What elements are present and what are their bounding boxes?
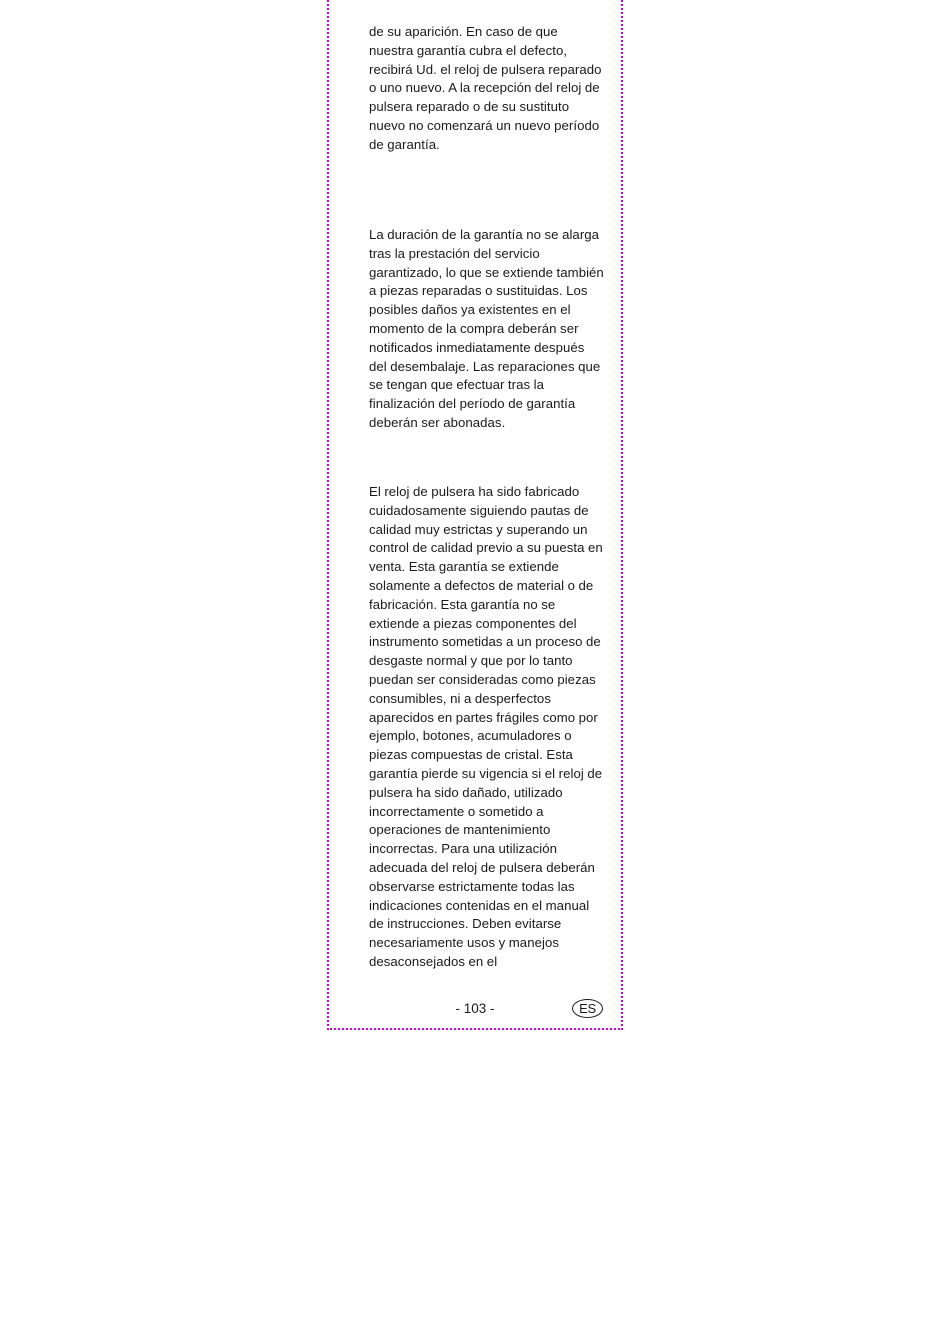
language-badge: ES — [572, 999, 603, 1018]
body-paragraph-1: de su aparición. En caso de que nuestra garantía cubra el defecto, recibirá Ud. el reloj de pulsera reparado o uno nuevo. A la recepción del reloj de pulsera reparado o de su sustituto nuevo no comenzará un nuevo período de garantía. — [369, 24, 602, 152]
body-paragraph-2: La duración de la garantía no se alarga tras la prestación del servicio garantizado, lo que se extiende también a piezas reparadas o sustituidas. Los posibles daños ya existentes en el momento de la compra deberán ser notificados inmediatamente después del desembalaje. Las reparaciones que se tengan que efectuar tras la finalización del período de garantía deberán ser abonadas. — [369, 227, 604, 430]
page-number: - 103 - — [455, 1001, 495, 1016]
body-paragraph-3: El reloj de pulsera ha sido fabricado cuidadosamente siguiendo pautas de calidad muy estrictas y superando un control de calidad previo a su puesta en venta. Esta garantía se extiende solamente a defectos de material o de fabricación. Esta garantía no se extiende a piezas componentes del instrumento sometidas a un proceso de desgaste normal y que por lo tanto puedan ser consideradas como piezas consumibles, ni a desperfectos aparecidos en partes frágiles como por ejemplo, botones, acumuladores o piezas compuestas de cristal. Esta garantía pierde su vigencia si el reloj de pulsera ha sido dañado, utilizado incorrectamente o sometido a operaciones de mantenimiento incorrectas. Para una utilización adecuada del reloj de pulsera deberán observarse estrictamente todas las indicaciones contenidas en el manual de instrucciones. Deben evitarse necesariamente usos y manejos desaconsejados en el — [369, 484, 603, 969]
